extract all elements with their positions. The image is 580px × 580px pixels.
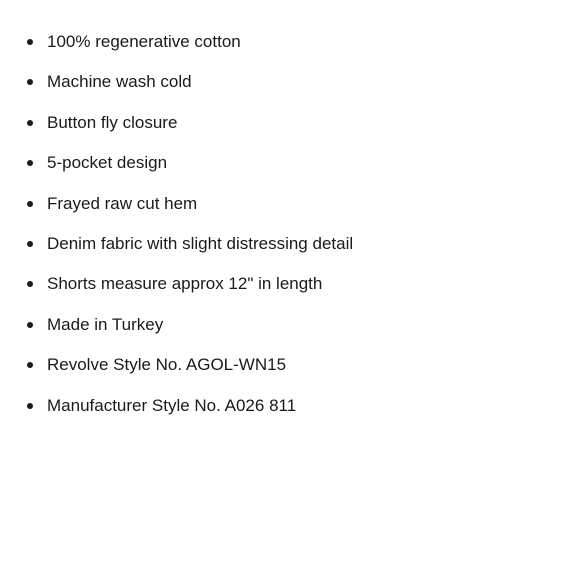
list-item	[0, 271, 560, 311]
list-item	[0, 393, 560, 433]
list-item	[0, 69, 560, 109]
bullet-icon	[27, 201, 33, 207]
bullet-icon	[27, 39, 33, 45]
bullet-icon	[27, 241, 33, 247]
list-item-text: Manufacturer Style No. A026 811	[47, 395, 297, 415]
list-item	[0, 231, 560, 271]
list-item-text: Revolve Style No. AGOL-WN15	[47, 355, 287, 375]
list-item-text: Denim fabric with slight distressing detail	[47, 233, 354, 253]
list-item-text: Button fly closure	[47, 112, 178, 132]
list-item	[0, 29, 560, 69]
bullet-icon	[27, 362, 33, 368]
bullet-icon	[27, 322, 33, 328]
bullet-icon	[27, 120, 33, 126]
product-details-list	[0, 29, 560, 433]
list-item-text: 100% regenerative cotton	[47, 32, 241, 51]
list-item-text: 5-pocket design	[47, 153, 168, 173]
list-item	[0, 312, 560, 352]
list-item-text: Frayed raw cut hem	[47, 193, 198, 213]
list-item	[0, 150, 560, 190]
bullet-icon	[27, 160, 33, 166]
bullet-icon	[27, 79, 33, 85]
list-item	[0, 110, 560, 150]
list-item-text: Shorts measure approx 12" in length	[47, 274, 323, 294]
list-item-text: Made in Turkey	[47, 314, 164, 334]
list-item-text: Machine wash cold	[47, 72, 192, 92]
bullet-icon	[27, 281, 33, 287]
bullet-icon	[27, 403, 33, 409]
list-item	[0, 352, 560, 392]
list-item	[0, 191, 560, 231]
